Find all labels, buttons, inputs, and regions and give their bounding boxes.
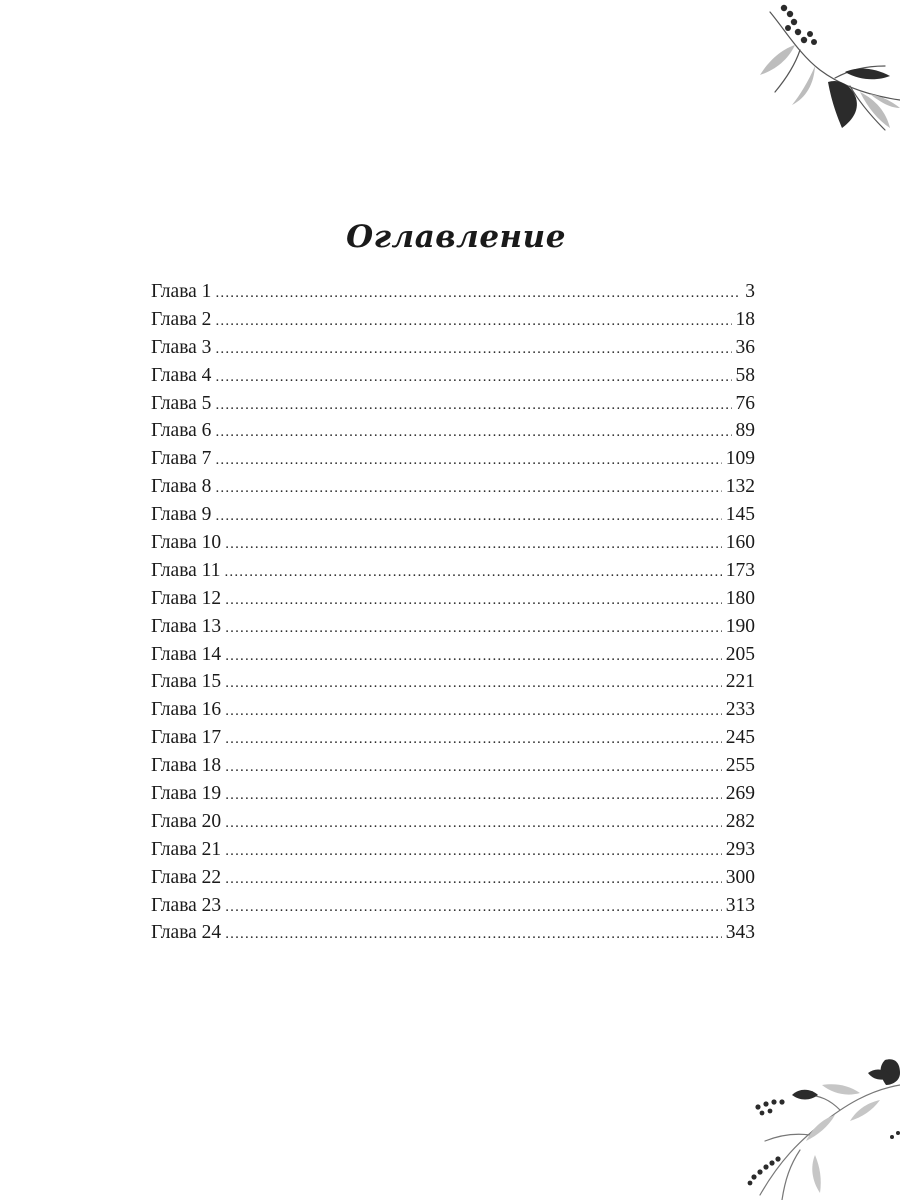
toc-page-number: 132 — [725, 476, 755, 498]
toc-page-number: 245 — [725, 727, 755, 749]
toc-chapter-label: Глава 7 — [151, 448, 212, 470]
toc-page-number: 269 — [725, 783, 755, 805]
toc-page-number: 145 — [725, 504, 755, 526]
toc-dot-leader — [225, 698, 722, 724]
toc-page-number: 293 — [725, 838, 755, 860]
toc-chapter-label: Глава 9 — [151, 504, 212, 526]
toc-entry[interactable] — [151, 501, 755, 529]
toc-dot-leader — [215, 419, 731, 445]
toc-page-number: 36 — [735, 336, 755, 358]
toc-dot-leader — [225, 838, 722, 864]
toc-chapter-label: Глава 10 — [151, 532, 222, 554]
toc-page-number: 160 — [725, 532, 755, 554]
toc-entry[interactable] — [151, 641, 755, 669]
toc-page-number: 313 — [725, 894, 755, 916]
toc-chapter-label: Глава 22 — [151, 866, 222, 888]
toc-dot-leader — [225, 782, 722, 808]
toc-entry[interactable] — [151, 613, 755, 641]
toc-entry[interactable] — [151, 306, 755, 334]
toc-dot-leader — [215, 447, 721, 473]
toc-page-number: 190 — [725, 615, 755, 637]
toc-page-number: 300 — [725, 866, 755, 888]
toc-dot-leader — [225, 670, 722, 696]
toc-chapter-label: Глава 1 — [151, 281, 212, 302]
toc-page-number: 282 — [725, 810, 755, 832]
toc-page-number: 205 — [725, 643, 755, 665]
toc-dot-leader — [215, 392, 731, 418]
toc-chapter-label: Глава 11 — [151, 559, 221, 581]
toc-entry[interactable] — [151, 473, 755, 501]
toc-dot-leader — [224, 559, 721, 585]
toc-chapter-label: Глава 23 — [151, 894, 222, 916]
toc-entry[interactable] — [151, 864, 755, 892]
toc-page-number: 76 — [735, 392, 755, 414]
toc-dot-leader — [215, 336, 731, 362]
toc-chapter-label: Глава 20 — [151, 810, 222, 832]
toc-dot-leader — [225, 810, 722, 836]
page-title: Оглавление — [346, 218, 566, 255]
toc-dot-leader — [215, 503, 721, 529]
toc-chapter-label: Глава 17 — [151, 727, 222, 749]
toc-dot-leader — [215, 280, 741, 306]
toc-page-number: 89 — [735, 420, 755, 442]
table-of-contents — [151, 278, 755, 947]
toc-entry[interactable] — [151, 668, 755, 696]
toc-chapter-label: Глава 2 — [151, 308, 212, 330]
toc-chapter-label: Глава 5 — [151, 392, 212, 414]
toc-page-number: 255 — [725, 755, 755, 777]
toc-dot-leader — [225, 866, 722, 892]
toc-entry[interactable] — [151, 529, 755, 557]
toc-chapter-label: Глава 15 — [151, 671, 222, 693]
toc-dot-leader — [225, 726, 722, 752]
toc-page-number: 18 — [735, 308, 755, 330]
toc-entry[interactable] — [151, 557, 755, 585]
toc-chapter-label: Глава 19 — [151, 783, 222, 805]
toc-entry[interactable] — [151, 334, 755, 362]
toc-page-number: 233 — [725, 699, 755, 721]
toc-dot-leader — [225, 643, 722, 669]
toc-chapter-label: Глава 16 — [151, 699, 222, 721]
toc-entry[interactable] — [151, 390, 755, 418]
toc-dot-leader — [225, 894, 722, 920]
toc-dot-leader — [215, 364, 731, 390]
toc-page-number: 180 — [725, 587, 755, 609]
toc-dot-leader — [225, 921, 722, 947]
toc-page-number: 109 — [725, 448, 755, 470]
toc-entry[interactable] — [151, 752, 755, 780]
toc-dot-leader — [225, 587, 722, 613]
toc-chapter-label: Глава 8 — [151, 476, 212, 498]
toc-entry[interactable] — [151, 585, 755, 613]
toc-page-number: 3 — [745, 281, 755, 302]
toc-entry[interactable] — [151, 696, 755, 724]
floral-branch-icon — [740, 0, 900, 150]
toc-entry[interactable] — [151, 836, 755, 864]
toc-page-number: 173 — [725, 559, 755, 581]
toc-chapter-label: Глава 24 — [151, 922, 222, 944]
toc-page-number: 221 — [725, 671, 755, 693]
toc-chapter-label: Глава 6 — [151, 420, 212, 442]
toc-entry[interactable] — [151, 808, 755, 836]
toc-dot-leader — [215, 308, 731, 334]
toc-entry[interactable] — [151, 724, 755, 752]
toc-dot-leader — [225, 531, 722, 557]
toc-entry[interactable] — [151, 417, 755, 445]
toc-page-number: 58 — [735, 364, 755, 386]
toc-entry[interactable] — [151, 362, 755, 390]
floral-wreath-icon — [740, 1055, 900, 1200]
toc-chapter-label: Глава 4 — [151, 364, 212, 386]
toc-entry[interactable] — [151, 445, 755, 473]
toc-chapter-label: Глава 3 — [151, 336, 212, 358]
toc-chapter-label: Глава 14 — [151, 643, 222, 665]
toc-dot-leader — [215, 475, 721, 501]
toc-dot-leader — [225, 754, 722, 780]
toc-chapter-label: Глава 18 — [151, 755, 222, 777]
toc-entry[interactable] — [151, 278, 755, 306]
toc-entry[interactable] — [151, 780, 755, 808]
toc-page-number: 343 — [725, 922, 755, 944]
toc-chapter-label: Глава 13 — [151, 615, 222, 637]
toc-chapter-label: Глава 12 — [151, 587, 222, 609]
toc-entry[interactable] — [151, 919, 755, 947]
toc-dot-leader — [225, 615, 722, 641]
toc-chapter-label: Глава 21 — [151, 838, 222, 860]
toc-entry[interactable] — [151, 892, 755, 920]
